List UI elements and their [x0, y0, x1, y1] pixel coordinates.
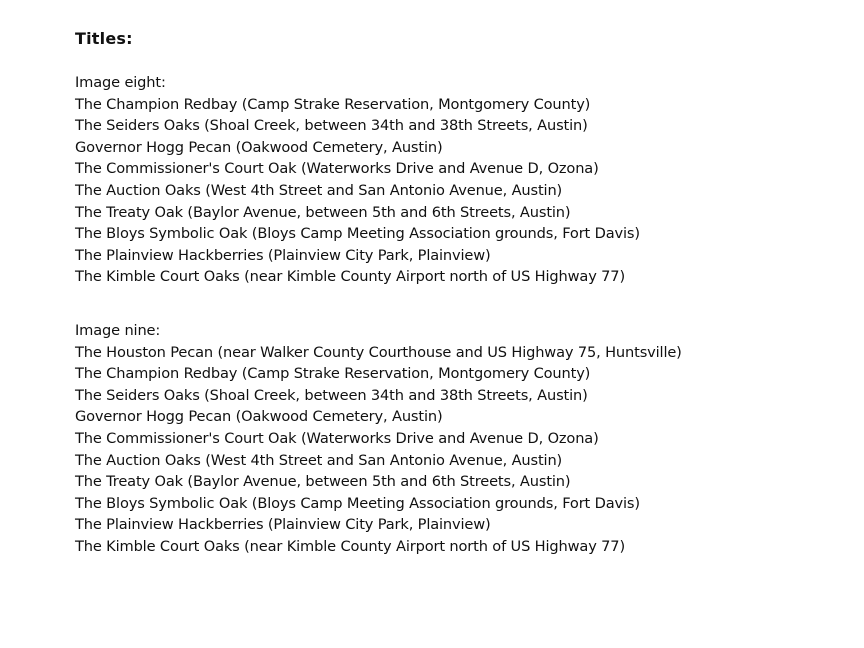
- list-item: The Auction Oaks (West 4th Street and San Antonio Avenue, Austin): [75, 451, 563, 469]
- section-image-eight: [75, 72, 855, 288]
- list-item: The Treaty Oak (Baylor Avenue, between 5th and 6th Streets, Austin): [75, 203, 571, 221]
- document-title: Titles:: [75, 29, 133, 48]
- list-item: Governor Hogg Pecan (Oakwood Cemetery, Austin): [75, 408, 443, 426]
- section-heading: Image nine:: [75, 321, 161, 339]
- list-item: Governor Hogg Pecan (Oakwood Cemetery, Austin): [75, 138, 443, 156]
- list-item: The Kimble Court Oaks (near Kimble County Airport north of US Highway 77): [75, 268, 625, 286]
- list-item: The Auction Oaks (West 4th Street and San Antonio Avenue, Austin): [75, 181, 563, 199]
- list-item: The Commissioner's Court Oak (Waterworks Drive and Avenue D, Ozona): [75, 429, 599, 447]
- document-page: [75, 28, 855, 557]
- list-item: The Commissioner's Court Oak (Waterworks Drive and Avenue D, Ozona): [75, 160, 599, 178]
- section-image-nine: [75, 320, 855, 558]
- section-heading: Image eight:: [75, 74, 166, 91]
- list-item: The Treaty Oak (Baylor Avenue, between 5th and 6th Streets, Austin): [75, 473, 571, 491]
- entry-list: [75, 342, 855, 558]
- list-item: The Bloys Symbolic Oak (Bloys Camp Meeting Association grounds, Fort Davis): [75, 494, 640, 512]
- list-item: The Champion Redbay (Camp Strake Reservation, Montgomery County): [75, 95, 591, 113]
- list-item: The Champion Redbay (Camp Strake Reservation, Montgomery County): [75, 365, 591, 383]
- list-item: The Seiders Oaks (Shoal Creek, between 34th and 38th Streets, Austin): [75, 386, 588, 404]
- list-item: The Plainview Hackberries (Plainview City Park, Plainview): [75, 246, 491, 264]
- list-item: The Bloys Symbolic Oak (Bloys Camp Meeting Association grounds, Fort Davis): [75, 225, 640, 243]
- list-item: The Seiders Oaks (Shoal Creek, between 34th and 38th Streets, Austin): [75, 117, 588, 135]
- list-item: The Houston Pecan (near Walker County Courthouse and US Highway 75, Huntsville): [75, 343, 682, 361]
- list-item: The Plainview Hackberries (Plainview City Park, Plainview): [75, 516, 491, 534]
- list-item: The Kimble Court Oaks (near Kimble County Airport north of US Highway 77): [75, 537, 625, 555]
- entry-list: [75, 94, 855, 288]
